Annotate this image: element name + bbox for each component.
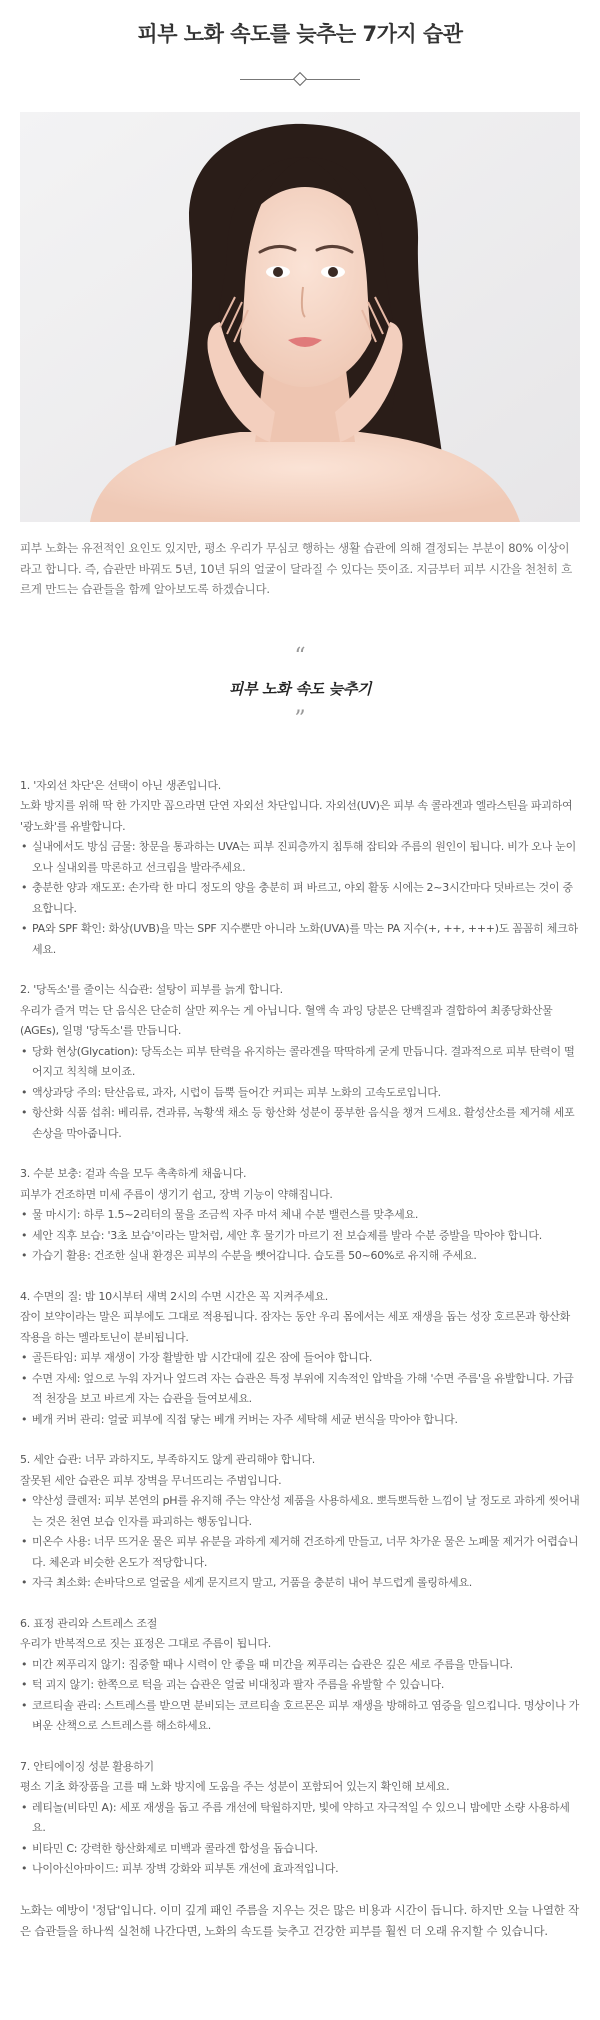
- section-summary: 잠이 보약이라는 말은 피부에도 그대로 적용됩니다. 잠자는 동안 우리 몸에서는 세포 재생을 돕는 성장 호르몬과 항산화 작용을 하는 멜라토닌이 분비됩니다.: [20, 1310, 570, 1344]
- section-summary: 피부가 건조하면 미세 주름이 생기기 쉽고, 장벽 기능이 약해집니다.: [20, 1187, 333, 1201]
- article-body: [20, 776, 580, 1942]
- list-item: • 항산화 식품 섭취: 베리류, 견과류, 녹황색 채소 등 항산화 성분이 풍부한 음식을 챙겨 드세요. 활성산소를 제거해 세포 손상을 막아줍니다.: [20, 1103, 580, 1144]
- section-bullets: [20, 1491, 580, 1594]
- list-item: • PA와 SPF 확인: 화상(UVB)을 막는 SPF 지수뿐만 아니라 노화(UVA)를 막는 PA 지수(+, ++, +++)도 꼼꼼히 체크하세요.: [20, 919, 580, 960]
- list-item: • 당화 현상(Glycation): 당독소는 피부 탄력을 유지하는 콜라겐을 딱딱하게 굳게 만듭니다. 결과적으로 피부 탄력이 떨어지고 칙칙해 보이죠.: [20, 1042, 580, 1083]
- section-bullets: [20, 1042, 580, 1145]
- section-bullets: [20, 1798, 580, 1880]
- section-heading: 7. 안티에이징 성분 활용하기: [20, 1759, 154, 1773]
- section-sleep: [20, 1287, 580, 1431]
- section-summary: 우리가 반복적으로 짓는 표정은 그대로 주름이 됩니다.: [20, 1637, 271, 1650]
- section-heading: 6. 표정 관리와 스트레스 조절: [20, 1616, 158, 1630]
- close-quote-icon: ”: [294, 706, 306, 732]
- list-item: • 턱 괴지 않기: 한쪽으로 턱을 괴는 습관은 얼굴 비대칭과 팔자 주름을 유발할 수 있습니다.: [20, 1675, 580, 1696]
- diamond-ornament-icon: [293, 72, 307, 86]
- article-title: 피부 노화 속도를 늦추는 7가지 습관: [137, 22, 463, 46]
- section-bullets: [20, 837, 580, 960]
- section-heading: 5. 세안 습관: 너무 과하지도, 부족하지도 않게 관리해야 합니다.: [20, 1453, 315, 1466]
- section-summary: 평소 기초 화장품을 고를 때 노화 방지에 도움을 주는 성분이 포함되어 있는지 확인해 보세요.: [20, 1780, 450, 1793]
- quote-title: 피부 노화 속도 늦추기: [228, 679, 372, 698]
- section-heading: 1. '자외선 차단'은 선택이 아닌 생존입니다.: [20, 778, 222, 792]
- list-item: • 비타민 C: 강력한 항산화제로 미백과 콜라겐 합성을 돕습니다.: [20, 1839, 580, 1860]
- section-hydration: [20, 1164, 580, 1267]
- list-item: • 약산성 클렌저: 피부 본연의 pH를 유지해 주는 약산성 제품을 사용하세요. 뽀득뽀득한 느낌이 날 정도로 과하게 씻어내는 것은 천연 보습 인자를 파괴하는 행동입니다.: [20, 1491, 580, 1532]
- section-heading: 3. 수분 보충: 겉과 속을 모두 촉촉하게 채웁니다.: [20, 1167, 247, 1180]
- quote-heading-box: [20, 643, 580, 742]
- section-bullets: [20, 1655, 580, 1737]
- list-item: • 세안 직후 보습: '3초 보습'이라는 말처럼, 세안 후 물기가 마르기 전 보습제를 발라 수분 증발을 막아야 합니다.: [20, 1226, 580, 1247]
- section-cleansing: [20, 1450, 580, 1594]
- list-item: • 수면 자세: 엎으로 누워 자거나 엎드려 자는 습관은 특정 부위에 지속적인 압박을 가해 '수면 주름'을 유발합니다. 가급적 천장을 보고 바르게 자는 습관을 들여보세요.: [20, 1369, 580, 1410]
- list-item: • 골든타임: 피부 재생이 가장 활발한 밤 시간대에 깊은 잠에 들어야 합니다.: [20, 1348, 580, 1369]
- list-item: • 충분한 양과 재도포: 손가락 한 마디 정도의 양을 충분히 펴 바르고, 야외 활동 시에는 2~3시간마다 덧바르는 것이 중요합니다.: [20, 878, 580, 919]
- section-sugar: [20, 980, 580, 1144]
- list-item: • 코르티솔 관리: 스트레스를 받으면 분비되는 코르티솔 호르몬은 피부 재생을 방해하고 염증을 일으킵니다. 명상이나 가벼운 산책으로 스트레스를 해소하세요.: [20, 1696, 580, 1737]
- section-ingredients: [20, 1757, 580, 1880]
- closing-paragraph: 노화는 예방이 '정답'입니다. 이미 깊게 패인 주름을 지우는 것은 많은 비용과 시간이 듭니다. 하지만 오늘 나열한 작은 습관들을 하나씩 실천해 나간다면, 노화의 속도를 늦추고 건강한 피부를 훨씬 더 오래 유지할 수 있습니다.: [20, 1902, 580, 1938]
- intro-paragraph: 피부 노화는 유전적인 요인도 있지만, 평소 우리가 무심코 행하는 생활 습관에 의해 결정되는 부분이 80% 이상이라고 합니다. 즉, 습관만 바꿔도 5년, 10년 뒤의 얼굴이 달라질 수 있다는 뜻이죠. 지금부터 피부 시간을 천천히 흐르게 만드는 습관들을 함께 알아보도록 하겠습니다.: [20, 541, 573, 596]
- section-heading: 4. 수면의 질: 밤 10시부터 새벽 2시의 수면 시간은 꼭 지켜주세요.: [20, 1289, 329, 1303]
- list-item: • 나이아신아마이드: 피부 장벽 강화와 피부톤 개선에 효과적입니다.: [20, 1859, 580, 1880]
- section-bullets: [20, 1348, 580, 1430]
- list-item: • 미온수 사용: 너무 뜨거운 물은 피부 유분을 과하게 제거해 건조하게 만들고, 너무 차가운 물은 노폐물 제거가 어렵습니다. 체온과 비슷한 온도가 적당합니다.: [20, 1532, 580, 1573]
- title-divider: [240, 70, 360, 90]
- list-item: • 가습기 활용: 건조한 실내 환경은 피부의 수분을 뺏어갑니다. 습도를 50~60%로 유지해 주세요.: [20, 1246, 580, 1267]
- list-item: • 액상과당 주의: 탄산음료, 과자, 시럽이 듬뿍 들어간 커피는 피부 노화의 고속도로입니다.: [20, 1083, 580, 1104]
- open-quote-icon: “: [294, 643, 306, 669]
- section-sunscreen: [20, 776, 580, 961]
- list-item: • 레티놀(비타민 A): 세포 재생을 돕고 주름 개선에 탁월하지만, 빛에 약하고 자극적일 수 있으니 밤에만 소량 사용하세요.: [20, 1798, 580, 1839]
- list-item: • 실내에서도 방심 금물: 창문을 통과하는 UVA는 피부 진피층까지 침투해 잡티와 주름의 원인이 됩니다. 비가 오나 눈이 오나 실내외를 막론하고 선크림을 발라주세요.: [20, 837, 580, 878]
- section-summary: 노화 방지를 위해 딱 한 가지만 꼽으라면 단연 자외선 차단입니다. 자외선(UV)은 피부 속 콜라겐과 엘라스틴을 파괴하여 '광노화'를 유발합니다.: [20, 799, 573, 833]
- section-summary: 우리가 즐겨 먹는 단 음식은 단순히 살만 찌우는 게 아닙니다. 혈액 속 과잉 당분은 단백질과 결합하여 최종당화산물(AGEs), 일명 '당독소'를 만듭니다.: [20, 1003, 553, 1037]
- list-item: • 베개 커버 관리: 얼굴 피부에 직접 닿는 베개 커버는 자주 세탁해 세균 번식을 막아야 합니다.: [20, 1410, 580, 1431]
- list-item: • 자극 최소화: 손바닥으로 얼굴을 세게 문지르지 말고, 거품을 충분히 내어 부드럽게 롤링하세요.: [20, 1573, 580, 1594]
- portrait-illustration: [20, 112, 580, 522]
- list-item: • 미간 찌푸리지 않기: 집중할 때나 시력이 안 좋을 때 미간을 찌푸리는 습관은 깊은 세로 주름을 만듭니다.: [20, 1655, 580, 1676]
- section-bullets: [20, 1205, 580, 1267]
- section-summary: 잘못된 세안 습관은 피부 장벽을 무너뜨리는 주범입니다.: [20, 1473, 282, 1487]
- hero-portrait-image: [20, 112, 580, 522]
- list-item: • 물 마시기: 하루 1.5~2리터의 물을 조금씩 자주 마셔 체내 수분 밸런스를 맞추세요.: [20, 1205, 580, 1226]
- section-heading: 2. '당독소'를 줄이는 식습관: 설탕이 피부를 늙게 합니다.: [20, 983, 283, 996]
- section-expression: [20, 1614, 580, 1737]
